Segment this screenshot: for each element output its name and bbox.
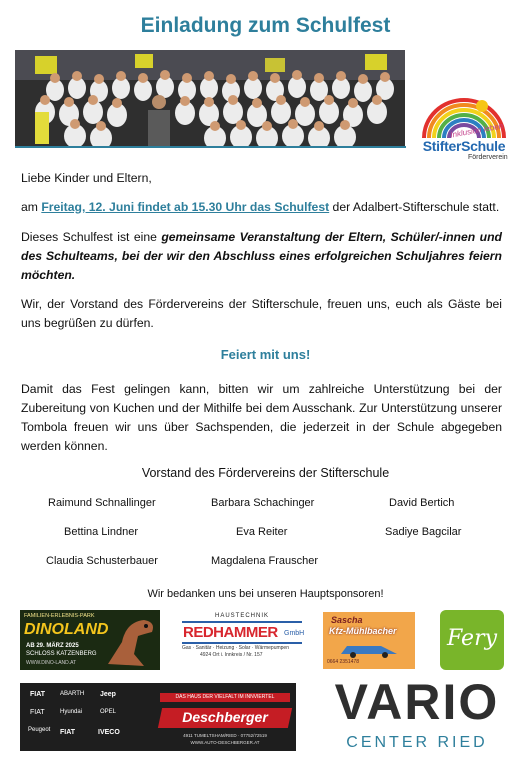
logo-tagline: Inklusion leben (449, 121, 504, 140)
sponsor-vario-center (322, 678, 512, 756)
redhammer-services: Gas · Sanitär · Heizung · Solar · Wärmepumpen (182, 645, 289, 651)
logo-brand: StifterSchule (422, 138, 506, 154)
event-description-prefix: Dieses Schulfest ist eine (21, 230, 162, 244)
sponsor-sascha-muehlbacher (323, 612, 415, 669)
photo-underline (15, 146, 406, 148)
board-member: David Bertich (389, 497, 455, 509)
sponsor-fery (440, 610, 504, 670)
redhammer-suffix: GmbH (284, 630, 304, 637)
redhammer-rule-2 (182, 642, 302, 644)
dino-web: WWW.DINO-LAND.AT (26, 660, 77, 666)
sponsor-deschberger (20, 683, 296, 751)
redhammer-address: 4924 Ort i. Innkreis / Nr. 157 (200, 652, 263, 658)
deschberger-tagline: DAS HAUS DER VIELFALT IM INNVIERTEL (175, 694, 275, 700)
stifterschule-logo (410, 94, 518, 164)
sascha-name: Sascha (331, 615, 363, 625)
board-member: Raimund Schnallinger (48, 497, 156, 509)
vario-name: VARIO (334, 678, 500, 730)
invite-date-highlight: Freitag, 12. Juni findet ab 15.30 Uhr das Schulfest (41, 200, 330, 214)
deschberger-name: Deschberger (182, 709, 268, 725)
support-paragraph: Damit das Fest gelingen kann, bitten wir um zahlreiche Unterstützung bei der Zubereitung von Kuchen und der Mithilfe bei dem Ausschank. Zur Unterstützung unserer Tombola freuen wir uns über Sachspenden, die jederzeit in der Schule abgegeben werden können. (21, 382, 502, 453)
sascha-line: Kfz-Mühlbacher (329, 626, 397, 636)
dino-date: AB 29. MÄRZ 2025 (26, 643, 79, 649)
car-icon (337, 640, 401, 658)
redhammer-top: HAUSTECHNIK (214, 613, 269, 619)
fery-name: Fery (446, 626, 498, 651)
brand-label: IVECO (98, 729, 120, 736)
board-member: Barbara Schachinger (211, 497, 315, 509)
redhammer-rule (182, 621, 302, 623)
deschberger-web: WWW.AUTO-DESCHBERGER.AT (190, 740, 260, 745)
deschberger-address: 4911 TUMELTSHAM/RIED · 07752/72519 (183, 733, 267, 738)
children-photo-illustration (15, 50, 405, 146)
board-member: Sadiye Bagcilar (385, 526, 462, 538)
board-member: Claudia Schusterbauer (46, 555, 158, 567)
sascha-phone: 0664 2351478 (327, 659, 359, 665)
dino-place: SCHLOSS KATZENBERG (26, 651, 97, 657)
invite-prefix: am (21, 200, 42, 214)
event-description-emphasis: gemeinsame Veranstaltung der Eltern, Schüler/-innen und des Schulteams, bei der wir den Abschluss eines erfolgreichen Schuljahres feiern möchten. (21, 230, 502, 282)
brand-label: Jeep (100, 691, 116, 698)
brand-label: OPEL (100, 709, 117, 715)
logo-sub: Förderverein (468, 154, 508, 161)
brand-label: FIAT (30, 709, 45, 716)
sponsor-dinoland (20, 610, 160, 670)
invite-suffix: der Adalbert-Stifterschule statt. (329, 200, 500, 214)
vario-sub: CENTER RIED (346, 734, 488, 751)
redhammer-name: REDHAMMER (183, 624, 278, 641)
sponsor-thanks: Wir bedanken uns bei unseren Hauptsponsoren! (147, 588, 384, 600)
brand-label: Peugeot (28, 727, 51, 733)
board-title: Vorstand des Fördervereins der Stifterschule (141, 466, 390, 480)
event-description (21, 228, 502, 285)
board-member: Bettina Lindner (64, 526, 138, 538)
welcome-paragraph: Wir, der Vorstand des Fördervereins der Stifterschule, freuen uns, euch als Gäste bei uns begrüßen zu dürfen. (21, 297, 502, 330)
board-member: Magdalena Frauscher (211, 555, 319, 567)
brand-label: ABARTH (60, 691, 85, 697)
sponsor-redhammer (180, 612, 304, 670)
dino-name: DINOLAND (24, 621, 109, 638)
greeting: Liebe Kinder und Eltern, (21, 171, 152, 185)
dino-top: FAMILIEN-ERLEBNIS-PARK (24, 613, 95, 619)
invite-paragraph (21, 198, 502, 217)
school-choir-photo (15, 50, 405, 146)
brand-label: FIAT (30, 691, 46, 698)
brand-label: FIAT (60, 729, 76, 736)
celebrate-heading: Feiert mit uns! (220, 347, 311, 362)
dinosaur-icon (104, 614, 158, 668)
brand-label: Hyundai (60, 709, 83, 715)
board-member: Eva Reiter (236, 526, 288, 538)
page-title: Einladung zum Schulfest (140, 14, 391, 37)
